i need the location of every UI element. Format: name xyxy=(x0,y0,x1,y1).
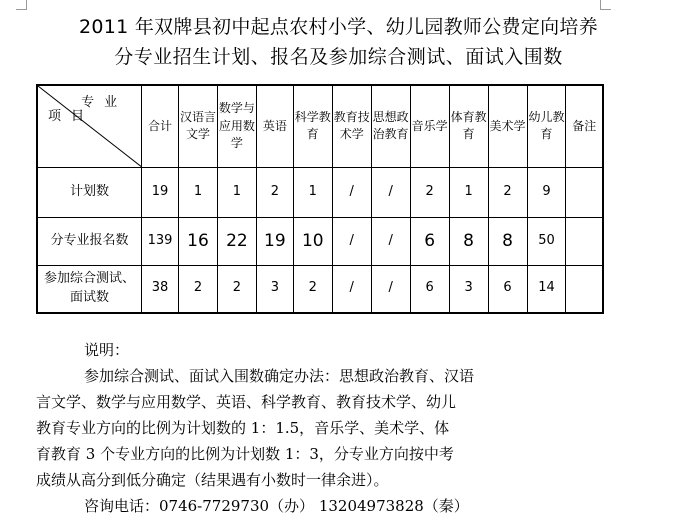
row-label: 计划数 xyxy=(37,167,142,217)
table-cell: 2 xyxy=(256,167,293,217)
column-header: 幼儿教育 xyxy=(527,85,566,167)
notes-line: 育教育 3 个专业方向的比例为计划数 1：3，分专业方向按中考 xyxy=(36,445,454,463)
corner-label-item: 项目 xyxy=(48,109,95,124)
row-label: 分专业报名数 xyxy=(37,217,142,265)
table-cell: 10 xyxy=(293,217,332,265)
table-cell: 50 xyxy=(527,217,566,265)
document-title-line-2: 分专业招生计划、报名及参加综合测试、面试入围数 xyxy=(114,46,563,68)
table-cell: 16 xyxy=(178,217,217,265)
column-header: 备注 xyxy=(566,85,603,167)
table-row xyxy=(37,265,603,313)
table-cell: / xyxy=(371,167,410,217)
table-cell: 8 xyxy=(488,217,527,265)
table-cell: 3 xyxy=(449,265,488,313)
table-cell: 8 xyxy=(449,217,488,265)
table-cell: 22 xyxy=(217,217,256,265)
enrollment-table xyxy=(36,84,604,314)
table-cell: 19 xyxy=(142,167,179,217)
notes-line: 成绩从高分到低分确定（结果遇有小数时一律余进）。 xyxy=(36,471,389,489)
column-header: 体育教育 xyxy=(449,85,488,167)
notes-line: 言文学、数学与应用数学、英语、科学教育、教育技术学、幼儿 xyxy=(36,393,457,411)
table-header-row xyxy=(37,85,603,167)
column-header: 汉语言文学 xyxy=(178,85,217,167)
table-cell: 1 xyxy=(178,167,217,217)
notes-line: 教育专业方向的比例为计划数的 1：1.5，音乐学、美术学、体 xyxy=(36,419,450,437)
table-cell: / xyxy=(371,217,410,265)
table-cell: / xyxy=(332,217,371,265)
column-header: 合计 xyxy=(142,85,179,167)
table-cell: 6 xyxy=(410,265,449,313)
column-header: 音乐学 xyxy=(410,85,449,167)
table-cell: 19 xyxy=(256,217,293,265)
table-cell: 1 xyxy=(293,167,332,217)
contact-phone-line: 咨询电话：0746-7729730（办） 13204973828（秦） xyxy=(84,497,469,515)
table-cell: 1 xyxy=(449,167,488,217)
table-cell: / xyxy=(371,265,410,313)
corner-label-major: 专业 xyxy=(81,95,128,110)
table-row xyxy=(37,167,603,217)
table-cell: 9 xyxy=(527,167,566,217)
table-cell: 38 xyxy=(142,265,179,313)
table-cell: 3 xyxy=(256,265,293,313)
table-cell: 14 xyxy=(527,265,566,313)
column-header: 美术学 xyxy=(488,85,527,167)
table-cell: 2 xyxy=(410,167,449,217)
table-cell: 139 xyxy=(142,217,179,265)
row-label: 参加综合测试、面试数 xyxy=(37,265,142,313)
table-cell xyxy=(566,265,603,313)
table-cell: 6 xyxy=(488,265,527,313)
notes-heading: 说明： xyxy=(84,341,130,359)
diagonal-header-cell xyxy=(37,85,142,167)
table-row xyxy=(37,217,603,265)
table-cell: 1 xyxy=(217,167,256,217)
page-corner-mark-left xyxy=(16,0,27,10)
table-cell: 6 xyxy=(410,217,449,265)
column-header: 英语 xyxy=(256,85,293,167)
table-cell: 2 xyxy=(178,265,217,313)
document-title-line-1: 2011 年双牌县初中起点农村小学、幼儿园教师公费定向培养 xyxy=(78,16,599,38)
table-cell xyxy=(566,167,603,217)
table-cell: / xyxy=(332,167,371,217)
table-cell: 2 xyxy=(217,265,256,313)
column-header: 教育技术学 xyxy=(332,85,371,167)
table-cell: / xyxy=(332,265,371,313)
table-cell: 2 xyxy=(488,167,527,217)
column-header: 思想政治教育 xyxy=(371,85,410,167)
notes-line: 参加综合测试、面试入围数确定办法：思想政治教育、汉语 xyxy=(84,367,475,385)
table-cell xyxy=(566,217,603,265)
column-header: 科学教育 xyxy=(293,85,332,167)
table-cell: 2 xyxy=(293,265,332,313)
column-header: 数学与应用数学 xyxy=(217,85,256,167)
page-corner-mark-right xyxy=(600,0,611,10)
